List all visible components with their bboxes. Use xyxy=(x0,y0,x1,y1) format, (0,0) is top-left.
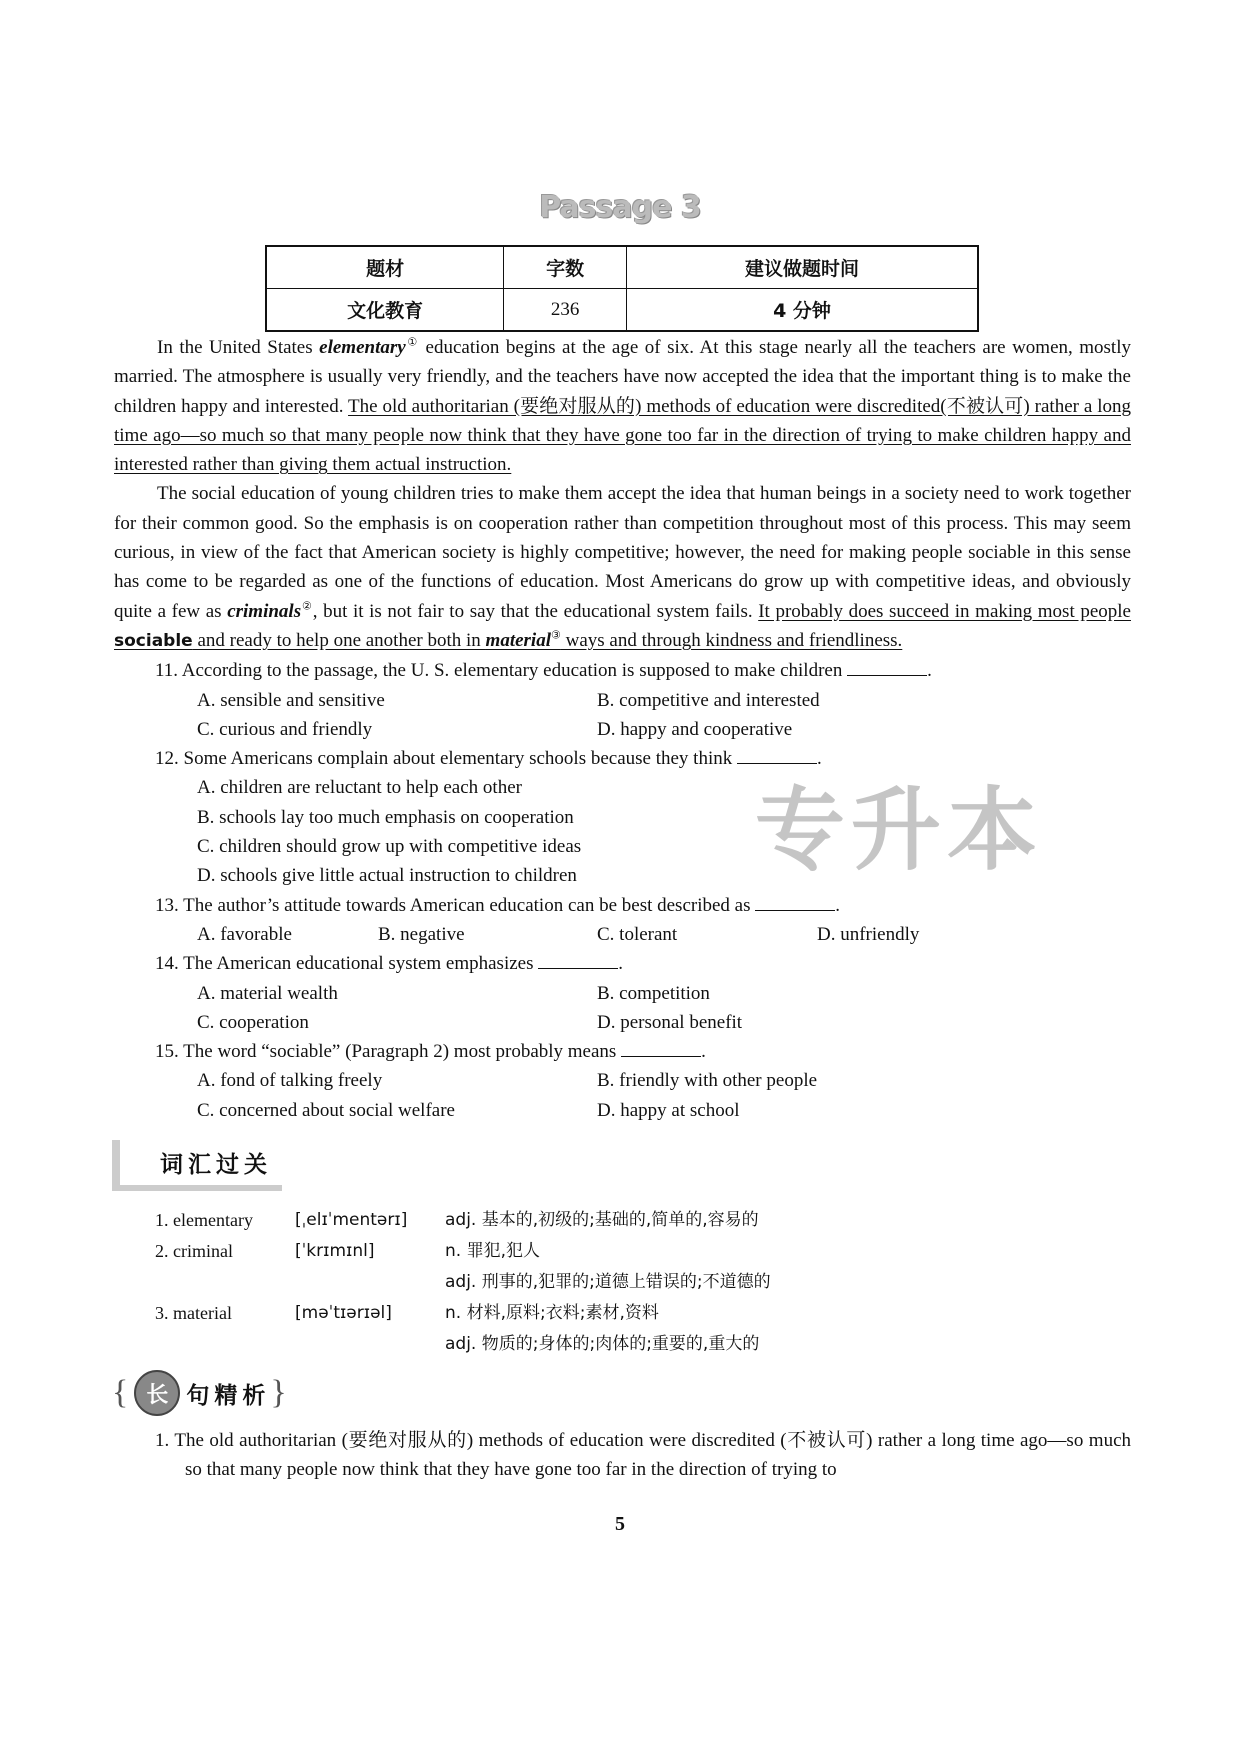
option-b: B. competitive and interested xyxy=(597,689,820,711)
option-d: D. happy and cooperative xyxy=(597,718,793,740)
question-stem xyxy=(155,891,840,920)
analysis-body xyxy=(155,1426,1131,1485)
spacer xyxy=(155,1267,295,1298)
vocab-ipa: [ˈkrɪmɪnl] xyxy=(295,1241,375,1262)
keyword: criminals xyxy=(227,600,302,622)
header-word-count: 字数 xyxy=(504,246,627,289)
options-row xyxy=(155,832,1135,861)
right-brace: } xyxy=(270,1374,287,1412)
text: 15. The word “sociable” (Paragraph 2) most probably means xyxy=(155,1041,622,1063)
question-13 xyxy=(155,891,1135,920)
watermark: 专升本 xyxy=(755,778,1043,884)
question-15 xyxy=(155,1037,1135,1066)
spacer xyxy=(295,1267,445,1298)
option-a: A. fond of talking freely xyxy=(197,1070,383,1092)
options-row xyxy=(155,861,1135,890)
question-stem xyxy=(155,1037,706,1066)
vocab-item xyxy=(155,1205,1240,1236)
spacer xyxy=(155,1329,295,1360)
text: 11. According to the passage, the U. S. elementary education is supposed to make children xyxy=(155,660,848,682)
vocab-def-row xyxy=(155,1329,1240,1360)
page-body xyxy=(0,333,1240,1536)
vocab-item xyxy=(155,1236,1240,1267)
keyword: elementary xyxy=(319,337,406,358)
options-row xyxy=(155,979,1135,1008)
text: The social education of young children tries to make them accept the idea that human beings in a society need to work together for their common good. So the emphasis is on cooperation rather than competition throughout most of this process. This may seem curious, in view of the fact that American society is highly competitive; however, the need for making people sociable in this sense has come to be regarded as one of the functions of education. Most Americans do grow up with competitive ideas, and obviously quite a few as xyxy=(114,483,1131,622)
vocab-item xyxy=(155,1298,1240,1329)
vocab-def: adj. 基本的,初级的;基础的,简单的,容易的 xyxy=(445,1210,759,1231)
question-11 xyxy=(155,656,1135,685)
passage-body xyxy=(114,333,1131,656)
paragraph-2 xyxy=(114,479,1131,656)
option-c: C. tolerant xyxy=(597,923,678,945)
option-c: C. concerned about social welfare xyxy=(197,1099,455,1121)
option-a: A. sensible and sensitive xyxy=(197,689,385,711)
vocab-heading-wrap xyxy=(112,1140,1240,1191)
table-header-row xyxy=(266,246,978,289)
option-d: D. personal benefit xyxy=(597,1011,743,1033)
question-stem xyxy=(155,656,932,685)
vocab-def: adj. 刑事的,犯罪的;道德上错误的;不道德的 xyxy=(445,1272,771,1293)
question-stem xyxy=(155,744,822,773)
options-row xyxy=(155,920,1135,949)
vocab-word: 2. criminal xyxy=(155,1241,233,1262)
vocab-word: 1. elementary xyxy=(155,1210,253,1231)
options-row xyxy=(155,686,1135,715)
section-badge-icon: 长 xyxy=(134,1370,180,1416)
footnote-mark: ③ xyxy=(551,629,561,642)
text: It probably does succeed in making most people xyxy=(758,600,1131,622)
info-table xyxy=(265,245,979,332)
question-12-options xyxy=(155,773,1135,890)
text: . xyxy=(618,953,623,975)
option-a: A. favorable xyxy=(197,923,292,945)
answer-blank xyxy=(755,894,835,911)
option-c: C. cooperation xyxy=(197,1011,309,1033)
options-row xyxy=(155,715,1135,744)
option-b: B. competition xyxy=(597,982,710,1004)
option-b: B. negative xyxy=(378,923,465,945)
text: In the United States xyxy=(157,337,320,358)
text: and ready to help one another both in xyxy=(192,629,486,651)
question-14 xyxy=(155,949,1135,978)
analysis-section-heading xyxy=(112,1370,1240,1416)
answer-blank xyxy=(621,1040,701,1057)
keyword: material xyxy=(485,629,551,651)
option-a: A. material wealth xyxy=(197,982,338,1004)
text: 14. The American educational system emphasizes xyxy=(155,953,539,975)
option-c: C. children should grow up with competitive ideas xyxy=(197,836,582,858)
cell-word-count: 236 xyxy=(504,289,627,332)
text: 12. Some Americans complain about elementary schools because they think xyxy=(155,748,737,770)
text: education begins at the age of six. At this stage nearly all the teachers are women, mostly married. The atmosphere is usually very friendly, and the teachers have now accepted the idea that the important thing is to make the children happy and interested. xyxy=(114,337,1131,417)
analysis-item-1: 1. The old authoritarian (要绝对服从的) methods of education were discredited (不被认可) rather a long time ago—so much so that many people now think that they have gone too far in the direction of trying to xyxy=(155,1430,1131,1481)
underlined-sentence: The old authoritarian (要绝对服从的) methods of education were discredited(不被认可) rather a long time ago—so much so that many people now think that they have gone too far in the direction of trying to make children happy and interested rather than giving them actual instruction. xyxy=(114,395,1131,476)
left-brace: { xyxy=(112,1374,129,1412)
text: ways and through kindness and friendliness. xyxy=(560,629,903,651)
paragraph-1 xyxy=(114,333,1131,479)
bold-word: sociable xyxy=(114,630,193,651)
text: 13. The author’s attitude towards American education can be best described as xyxy=(155,894,756,916)
options-row xyxy=(155,803,1135,832)
vocab-def: n. 材料,原料;衣料;素材,资料 xyxy=(445,1303,659,1324)
option-d: D. schools give little actual instruction to children xyxy=(197,865,577,887)
options-row xyxy=(155,1096,1135,1125)
option-a: A. children are reluctant to help each other xyxy=(197,777,522,799)
footnote-mark: ① xyxy=(405,336,420,349)
vocab-def: n. 罪犯,犯人 xyxy=(445,1241,540,1262)
text: . xyxy=(701,1041,706,1063)
option-c: C. curious and friendly xyxy=(197,718,373,740)
options-row xyxy=(155,1008,1135,1037)
vocab-def-row xyxy=(155,1267,1240,1298)
question-12 xyxy=(155,744,1135,773)
options-row xyxy=(155,1066,1135,1095)
header-topic: 题材 xyxy=(266,246,504,289)
section-title: 句精析 xyxy=(186,1382,271,1409)
text: . xyxy=(835,894,840,916)
footnote-mark: ② xyxy=(301,600,313,613)
text: . xyxy=(817,748,822,770)
vocab-section-heading: 词汇过关 xyxy=(112,1140,282,1191)
answer-blank xyxy=(538,952,618,969)
option-d: D. unfriendly xyxy=(817,923,920,945)
vocab-list xyxy=(155,1205,1240,1360)
questions xyxy=(155,656,1135,1125)
text: . xyxy=(927,660,932,682)
question-stem xyxy=(155,949,623,978)
table-row xyxy=(266,289,978,332)
cell-time: 4 分钟 xyxy=(627,289,979,332)
passage-title: Passage 3 xyxy=(539,190,701,225)
vocab-def: adj. 物质的;身体的;肉体的;重要的,重大的 xyxy=(445,1334,760,1355)
spacer xyxy=(295,1329,445,1360)
option-b: B. friendly with other people xyxy=(597,1070,818,1092)
text: , but it is not fair to say that the educational system fails. xyxy=(312,600,759,622)
vocab-word: 3. material xyxy=(155,1303,232,1324)
option-b: B. schools lay too much emphasis on cooperation xyxy=(197,806,574,828)
answer-blank xyxy=(737,747,817,764)
options-row xyxy=(155,773,1135,802)
vocab-ipa: [ˌelɪˈmentərɪ] xyxy=(295,1210,408,1231)
answer-blank xyxy=(847,659,927,676)
cell-topic: 文化教育 xyxy=(266,289,504,332)
header-time: 建议做题时间 xyxy=(627,246,979,289)
option-d: D. happy at school xyxy=(597,1099,740,1121)
page-number: 5 xyxy=(615,1512,625,1535)
vocab-ipa: [məˈtɪərɪəl] xyxy=(295,1303,392,1324)
